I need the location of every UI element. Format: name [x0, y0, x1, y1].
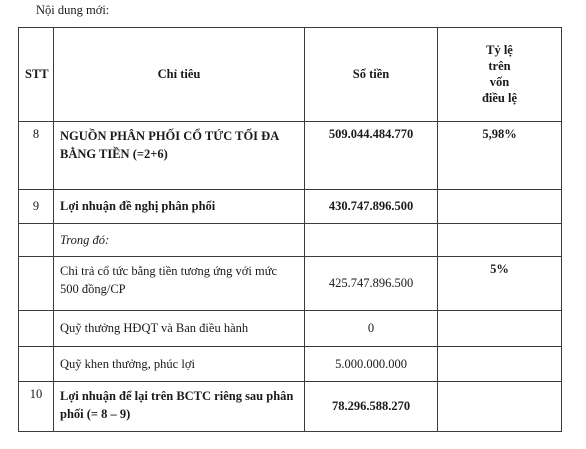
- row-so-tien: [305, 224, 438, 257]
- row-chi-tieu: [54, 382, 305, 432]
- row-chi-tieu-line: NGUỒN PHÂN PHỐI CỔ TỨC TỐI ĐA: [60, 129, 280, 143]
- row-chi-tieu-line: Quỹ khen thưởng, phúc lợi: [60, 356, 195, 371]
- row-chi-tieu: [54, 122, 305, 190]
- table-row: [19, 382, 562, 432]
- row-chi-tieu-line: Lợi nhuận đề nghị phân phối: [60, 199, 216, 213]
- row-ty-le: [438, 224, 562, 257]
- row-chi-tieu-line: Quỹ thưởng HĐQT và Ban điều hành: [60, 321, 249, 335]
- row-so-tien: 78.296.588.270: [305, 382, 438, 432]
- row-chi-tieu-line: BẰNG TIỀN (=2+6): [60, 147, 168, 161]
- header-stt: STT: [19, 28, 54, 122]
- row-stt: [19, 347, 54, 382]
- row-chi-tieu-line: Chi trả cổ tức bằng tiền tương ứng với mức: [60, 264, 278, 278]
- row-chi-tieu-line: 500 đồng/CP: [60, 282, 126, 296]
- table-row: [19, 122, 562, 190]
- row-stt: 10: [19, 382, 54, 432]
- row-ty-le: [438, 382, 562, 432]
- row-ty-le: [438, 311, 562, 347]
- header-so-tien: Số tiền: [305, 28, 438, 122]
- row-chi-tieu-line: Trong đó:: [60, 232, 110, 247]
- row-ty-le: [438, 347, 562, 382]
- row-chi-tieu: [54, 190, 305, 224]
- table-row: [19, 224, 562, 257]
- row-so-tien: 425.747.896.500: [305, 257, 438, 311]
- row-stt: [19, 257, 54, 311]
- row-so-tien: 430.747.896.500: [305, 190, 438, 224]
- row-stt: 8: [19, 122, 54, 190]
- row-chi-tieu: [54, 257, 305, 311]
- row-stt: [19, 224, 54, 257]
- row-chi-tieu-line: phối (= 8 – 9): [60, 407, 131, 421]
- row-ty-le: 5%: [438, 257, 562, 311]
- table-row: [19, 257, 562, 311]
- row-ty-le: [438, 190, 562, 224]
- table-row: [19, 347, 562, 382]
- intro-text: Nội dung mới:: [36, 3, 110, 17]
- row-chi-tieu: [54, 224, 305, 257]
- header-chi-tieu: Chỉ tiêu: [54, 28, 305, 122]
- header-ty-le-line: điều lệ: [481, 90, 518, 105]
- row-stt: 9: [19, 190, 54, 224]
- row-ty-le: 5,98%: [438, 122, 562, 190]
- row-so-tien: 509.044.484.770: [305, 122, 438, 190]
- header-ty-le-line: vốn: [489, 74, 510, 89]
- table-row: [19, 190, 562, 224]
- table-row: [19, 311, 562, 347]
- header-ty-le-line: trên: [488, 58, 511, 73]
- row-so-tien: 5.000.000.000: [305, 347, 438, 382]
- row-chi-tieu: [54, 347, 305, 382]
- header-ty-le-line: Tỷ lệ: [486, 42, 513, 57]
- header-ty-le: [438, 28, 562, 122]
- row-chi-tieu: [54, 311, 305, 347]
- row-stt: [19, 311, 54, 347]
- profit-distribution-table: [18, 27, 562, 432]
- table-header-row: [19, 28, 562, 122]
- row-so-tien: 0: [305, 311, 438, 347]
- row-chi-tieu-line: Lợi nhuận để lại trên BCTC riêng sau phân: [60, 389, 294, 403]
